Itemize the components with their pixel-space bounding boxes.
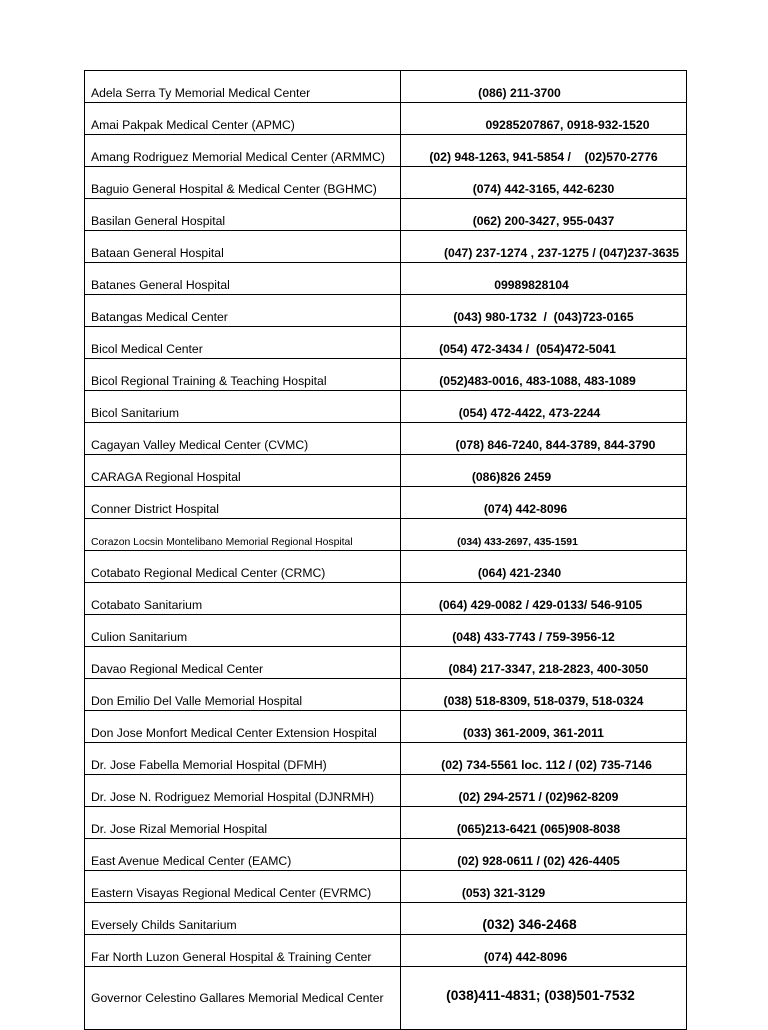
hospital-name: CARAGA Regional Hospital <box>85 455 401 487</box>
hospital-phone: (065)213-6421 (065)908-8038 <box>456 822 621 836</box>
hospital-phone: (047) 237-1274 , 237-1275 / (047)237-3635 <box>443 246 680 260</box>
hospital-row <box>85 167 687 199</box>
hospital-name: Conner District Hospital <box>85 487 401 519</box>
hospital-phone: (084) 217-3347, 218-2823, 400-3050 <box>448 662 649 676</box>
hospital-phone-cell <box>401 807 687 839</box>
hospital-phone-cell <box>401 295 687 327</box>
hospital-row <box>85 551 687 583</box>
hospital-phone: (054) 472-4422, 473-2244 <box>458 406 601 420</box>
hospital-phone-cell <box>401 903 687 935</box>
hospital-phone: (02) 734-5561 loc. 112 / (02) 735-7146 <box>441 758 652 772</box>
hospital-name: Bicol Medical Center <box>85 327 401 359</box>
hospital-row <box>85 359 687 391</box>
hospital-phone: (074) 442-8096 <box>483 502 568 516</box>
hospital-phone-cell <box>401 775 687 807</box>
hospital-phone: (074) 442-3165, 442-6230 <box>472 182 615 196</box>
hospital-row <box>85 391 687 423</box>
hospital-phone-cell <box>401 231 687 263</box>
hospital-row <box>85 583 687 615</box>
hospital-name: Bicol Regional Training & Teaching Hospital <box>85 359 401 391</box>
hospital-name: East Avenue Medical Center (EAMC) <box>85 839 401 871</box>
hospital-name: Don Emilio Del Valle Memorial Hospital <box>85 679 401 711</box>
hospital-name: Eastern Visayas Regional Medical Center (EVRMC) <box>85 871 401 903</box>
hospital-row <box>85 487 687 519</box>
hospital-phone: (038)411-4831; (038)501-7532 <box>446 987 635 1003</box>
hospital-phone: (048) 433-7743 / 759-3956-12 <box>452 630 615 644</box>
hospital-row <box>85 903 687 935</box>
hospital-name: Eversely Childs Sanitarium <box>85 903 401 935</box>
hospital-row <box>85 231 687 263</box>
hospital-phone-cell <box>401 871 687 903</box>
hospital-phone: (086)826 2459 <box>471 470 552 484</box>
hospital-directory-body <box>85 71 687 1030</box>
hospital-phone-cell <box>401 551 687 583</box>
hospital-phone-cell <box>401 263 687 295</box>
hospital-name: Far North Luzon General Hospital & Training Center <box>85 935 401 967</box>
hospital-phone-cell <box>401 359 687 391</box>
hospital-row <box>85 871 687 903</box>
hospital-name: Cagayan Valley Medical Center (CVMC) <box>85 423 401 455</box>
hospital-directory-table <box>84 70 687 1030</box>
hospital-phone-cell <box>401 391 687 423</box>
hospital-row <box>85 935 687 967</box>
hospital-phone-cell <box>401 615 687 647</box>
hospital-name: Amang Rodriguez Memorial Medical Center (ARMMC) <box>85 135 401 167</box>
hospital-row <box>85 839 687 871</box>
hospital-name: Bicol Sanitarium <box>85 391 401 423</box>
hospital-phone-cell <box>401 135 687 167</box>
hospital-name: Davao Regional Medical Center <box>85 647 401 679</box>
hospital-phone: (02) 948-1263, 941-5854 / (02)570-2776 <box>429 150 658 164</box>
hospital-row <box>85 615 687 647</box>
hospital-row <box>85 327 687 359</box>
hospital-phone-cell <box>401 647 687 679</box>
hospital-phone: 09285207867, 0918-932-1520 <box>485 118 650 132</box>
hospital-row <box>85 199 687 231</box>
hospital-row <box>85 103 687 135</box>
hospital-name: Don Jose Monfort Medical Center Extension Hospital <box>85 711 401 743</box>
hospital-phone-cell <box>401 711 687 743</box>
hospital-name: Adela Serra Ty Memorial Medical Center <box>85 71 401 103</box>
hospital-phone: (052)483-0016, 483-1088, 483-1089 <box>439 374 636 388</box>
hospital-phone: (064) 429-0082 / 429-0133/ 546-9105 <box>438 598 643 612</box>
hospital-phone: (062) 200-3427, 955-0437 <box>472 214 615 228</box>
hospital-row <box>85 263 687 295</box>
hospital-phone: (033) 361-2009, 361-2011 <box>463 726 604 740</box>
hospital-name: Cotabato Regional Medical Center (CRMC) <box>85 551 401 583</box>
hospital-row <box>85 423 687 455</box>
hospital-name: Cotabato Sanitarium <box>85 583 401 615</box>
hospital-phone-cell <box>401 487 687 519</box>
hospital-phone-cell <box>401 839 687 871</box>
hospital-row <box>85 455 687 487</box>
hospital-phone: (02) 294-2571 / (02)962-8209 <box>458 790 619 804</box>
hospital-name: Corazon Locsin Montelibano Memorial Regional Hospital <box>85 519 401 551</box>
hospital-phone: 09989828104 <box>494 278 569 292</box>
hospital-phone-cell <box>401 519 687 551</box>
hospital-phone-cell <box>401 71 687 103</box>
hospital-phone-cell <box>401 967 687 1030</box>
hospital-row <box>85 71 687 103</box>
hospital-phone-cell <box>401 167 687 199</box>
hospital-name: Basilan General Hospital <box>85 199 401 231</box>
hospital-phone: (078) 846-7240, 844-3789, 844-3790 <box>455 438 656 452</box>
hospital-name: Dr. Jose Rizal Memorial Hospital <box>85 807 401 839</box>
hospital-phone: (043) 980-1732 / (043)723-0165 <box>453 310 634 324</box>
hospital-phone: (086) 211-3700 <box>478 86 561 100</box>
hospital-row <box>85 647 687 679</box>
hospital-name: Dr. Jose N. Rodriguez Memorial Hospital (DJNRMH) <box>85 775 401 807</box>
hospital-phone-cell <box>401 423 687 455</box>
hospital-phone: (032) 346-2468 <box>482 917 577 932</box>
hospital-name: Bataan General Hospital <box>85 231 401 263</box>
hospital-phone: (053) 321-3129 <box>461 886 546 900</box>
hospital-phone-cell <box>401 327 687 359</box>
hospital-row <box>85 807 687 839</box>
hospital-phone-cell <box>401 103 687 135</box>
hospital-row <box>85 519 687 551</box>
hospital-phone: (034) 433-2697, 435-1591 <box>457 537 578 548</box>
hospital-name: Governor Celestino Gallares Memorial Medical Center <box>85 967 401 1030</box>
hospital-phone-cell <box>401 583 687 615</box>
hospital-phone-cell <box>401 455 687 487</box>
hospital-phone: (054) 472-3434 / (054)472-5041 <box>439 342 616 356</box>
hospital-phone-cell <box>401 935 687 967</box>
hospital-row <box>85 743 687 775</box>
hospital-name: Culion Sanitarium <box>85 615 401 647</box>
hospital-row <box>85 295 687 327</box>
hospital-row <box>85 679 687 711</box>
hospital-phone-cell <box>401 679 687 711</box>
hospital-phone: (074) 442-8096 <box>483 950 568 964</box>
hospital-row <box>85 135 687 167</box>
hospital-row <box>85 775 687 807</box>
hospital-row <box>85 711 687 743</box>
hospital-phone: (064) 421-2340 <box>477 566 562 580</box>
hospital-name: Baguio General Hospital & Medical Center (BGHMC) <box>85 167 401 199</box>
hospital-phone-cell <box>401 743 687 775</box>
hospital-name: Dr. Jose Fabella Memorial Hospital (DFMH) <box>85 743 401 775</box>
hospital-name: Batangas Medical Center <box>85 295 401 327</box>
hospital-name: Amai Pakpak Medical Center (APMC) <box>85 103 401 135</box>
hospital-row <box>85 967 687 1030</box>
hospital-name: Batanes General Hospital <box>85 263 401 295</box>
hospital-phone: (02) 928-0611 / (02) 426-4405 <box>457 854 620 868</box>
hospital-phone-cell <box>401 199 687 231</box>
hospital-phone: (038) 518-8309, 518-0379, 518-0324 <box>443 694 644 708</box>
